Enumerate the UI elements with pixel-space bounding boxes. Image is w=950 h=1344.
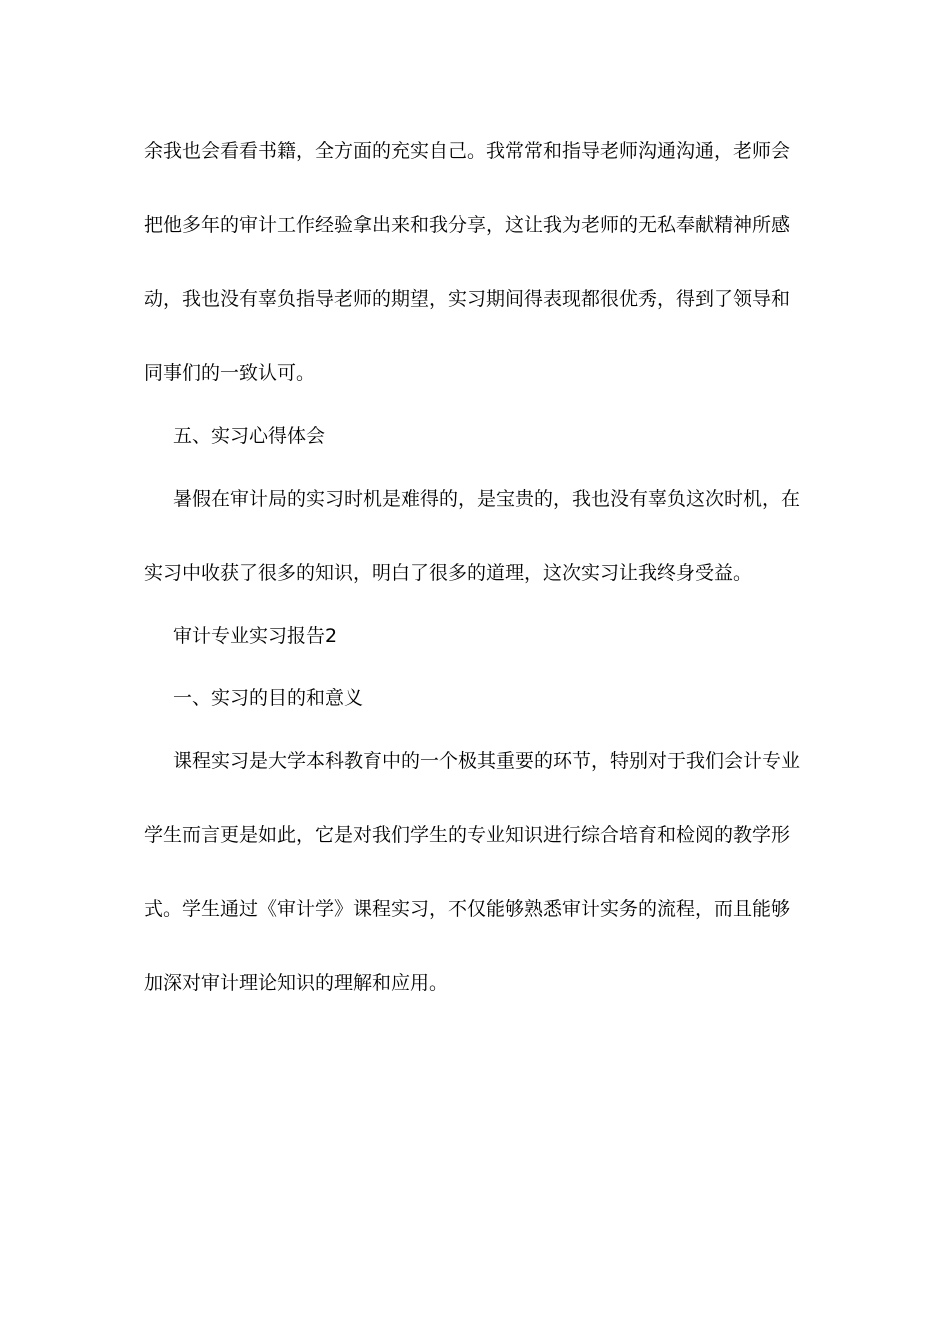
paragraph-line: 实习中收获了很多的知识，明白了很多的道理，这次实习让我终身受益。 — [144, 562, 753, 584]
paragraph-line: 加深对审计理论知识的理解和应用。 — [144, 972, 449, 994]
paragraph-line: 式。学生通过《审计学》课程实习，不仅能够熟悉审计实务的流程，而且能够 — [144, 898, 791, 920]
paragraph-line: 课程实习是大学本科教育中的一个极其重要的环节，特别对于我们会计专业 — [173, 750, 801, 772]
paragraph-line: 学生而言更是如此，它是对我们学生的专业知识进行综合培育和检阅的教学形 — [144, 824, 791, 846]
paragraph-line: 把他多年的审计工作经验拿出来和我分享，这让我为老师的无私奉献精神所感 — [144, 214, 791, 236]
paragraph-line: 余我也会看看书籍，全方面的充实自己。我常常和指导老师沟通沟通，老师会 — [144, 140, 791, 162]
paragraph-line: 暑假在审计局的实习时机是难得的，是宝贵的，我也没有辜负这次时机，在 — [173, 488, 801, 510]
paragraph-line: 动，我也没有辜负指导老师的期望，实习期间得表现都很优秀，得到了领导和 — [144, 288, 791, 310]
section-heading: 五、实习心得体会 — [173, 425, 326, 447]
report-title: 审计专业实习报告2 — [173, 625, 338, 647]
section-heading: 一、实习的目的和意义 — [173, 687, 364, 709]
paragraph-line: 同事们的一致认可。 — [144, 362, 316, 384]
